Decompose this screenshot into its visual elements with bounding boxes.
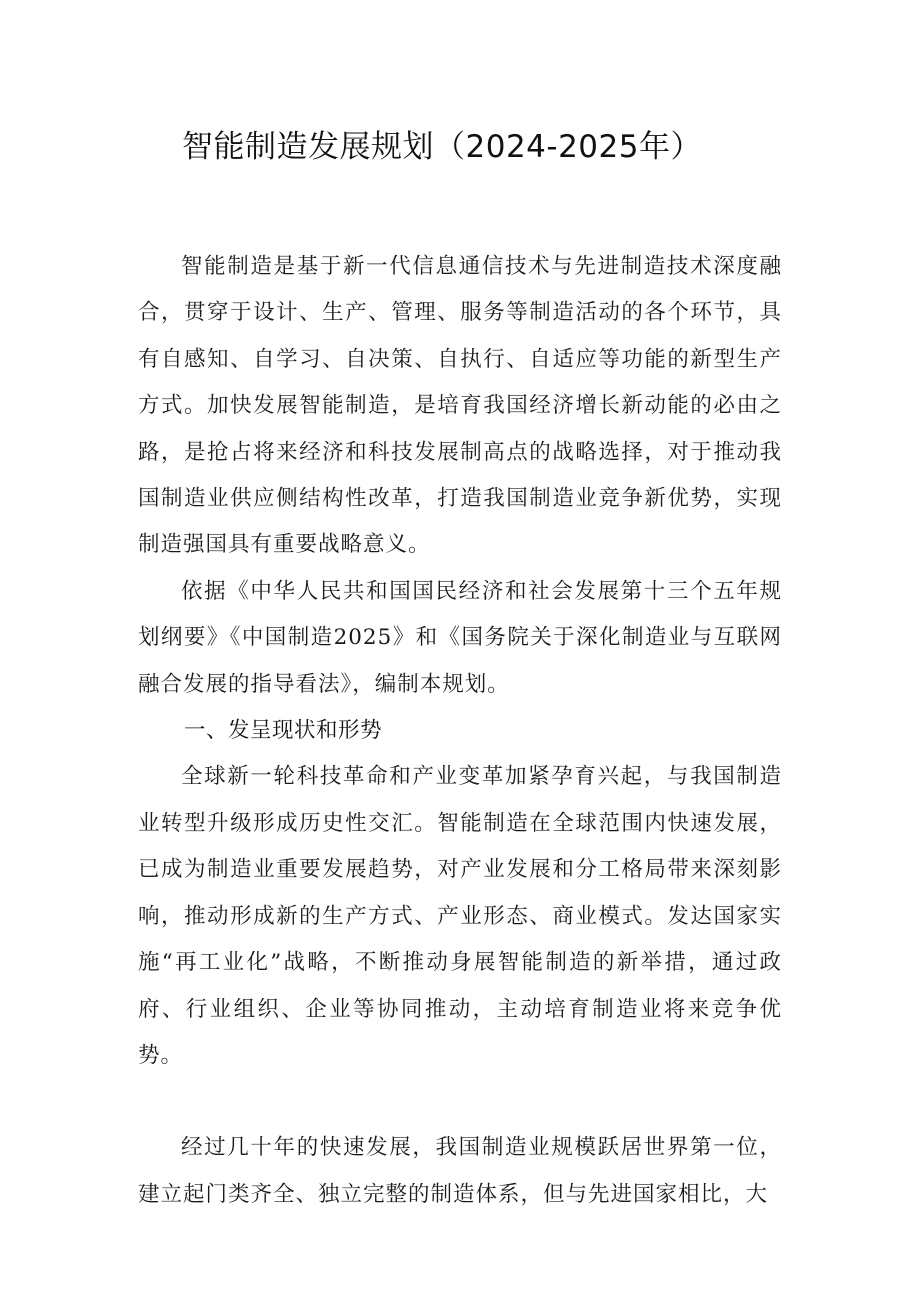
intro-paragraph-2: 依据《中华人民共和国国民经济和社会发展第十三个五年规划纲要》《中国制造2025》和《国务院关于深化制造业与互联网融合发展的指导看法》，编制本规划。 xyxy=(138,578,782,697)
paragraph-spacer xyxy=(138,1079,782,1125)
document-body xyxy=(138,244,782,1218)
document-title: 智能制造发展规划（2024-2025年） xyxy=(182,129,702,165)
section-1-paragraph-2: 经过几十年的快速发展，我国制造业规模跃居世界第一位，建立起门类齐全、独立完整的制造体系，但与先进国家相比，大 xyxy=(138,1135,782,1207)
intro-paragraph-1: 智能制造是基于新一代信息通信技术与先进制造技术深度融合，贯穿于设计、生产、管理、服务等制造活动的各个环节，具有自感知、自学习、自决策、自执行、自适应等功能的新型生产方式。加快发展智能制造，是培育我国经济增长新动能的必由之路，是抢占将来经济和科技发展制高点的战略选择，对于推动我国制造业供应侧结构性改革，打造我国制造业竞争新优势，实现制造强国具有重要战略意义。 xyxy=(138,254,782,558)
section-1-paragraph-1: 全球新一轮科技革命和产业变革加紧孕育兴起，与我国制造业转型升级形成历史性交汇。智能制造在全球范围内快速发展，已成为制造业重要发展趋势，对产业发展和分工格局带来深刻影响，推动形成新的生产方式、产业形态、商业模式。发达国家实施“再工业化”战略，不断推动身展智能制造的新举措，通过政府、行业组织、企业等协同推动，主动培育制造业将来竞争优势。 xyxy=(138,764,782,1068)
section-heading-1: 一、发呈现状和形势 xyxy=(184,718,383,744)
